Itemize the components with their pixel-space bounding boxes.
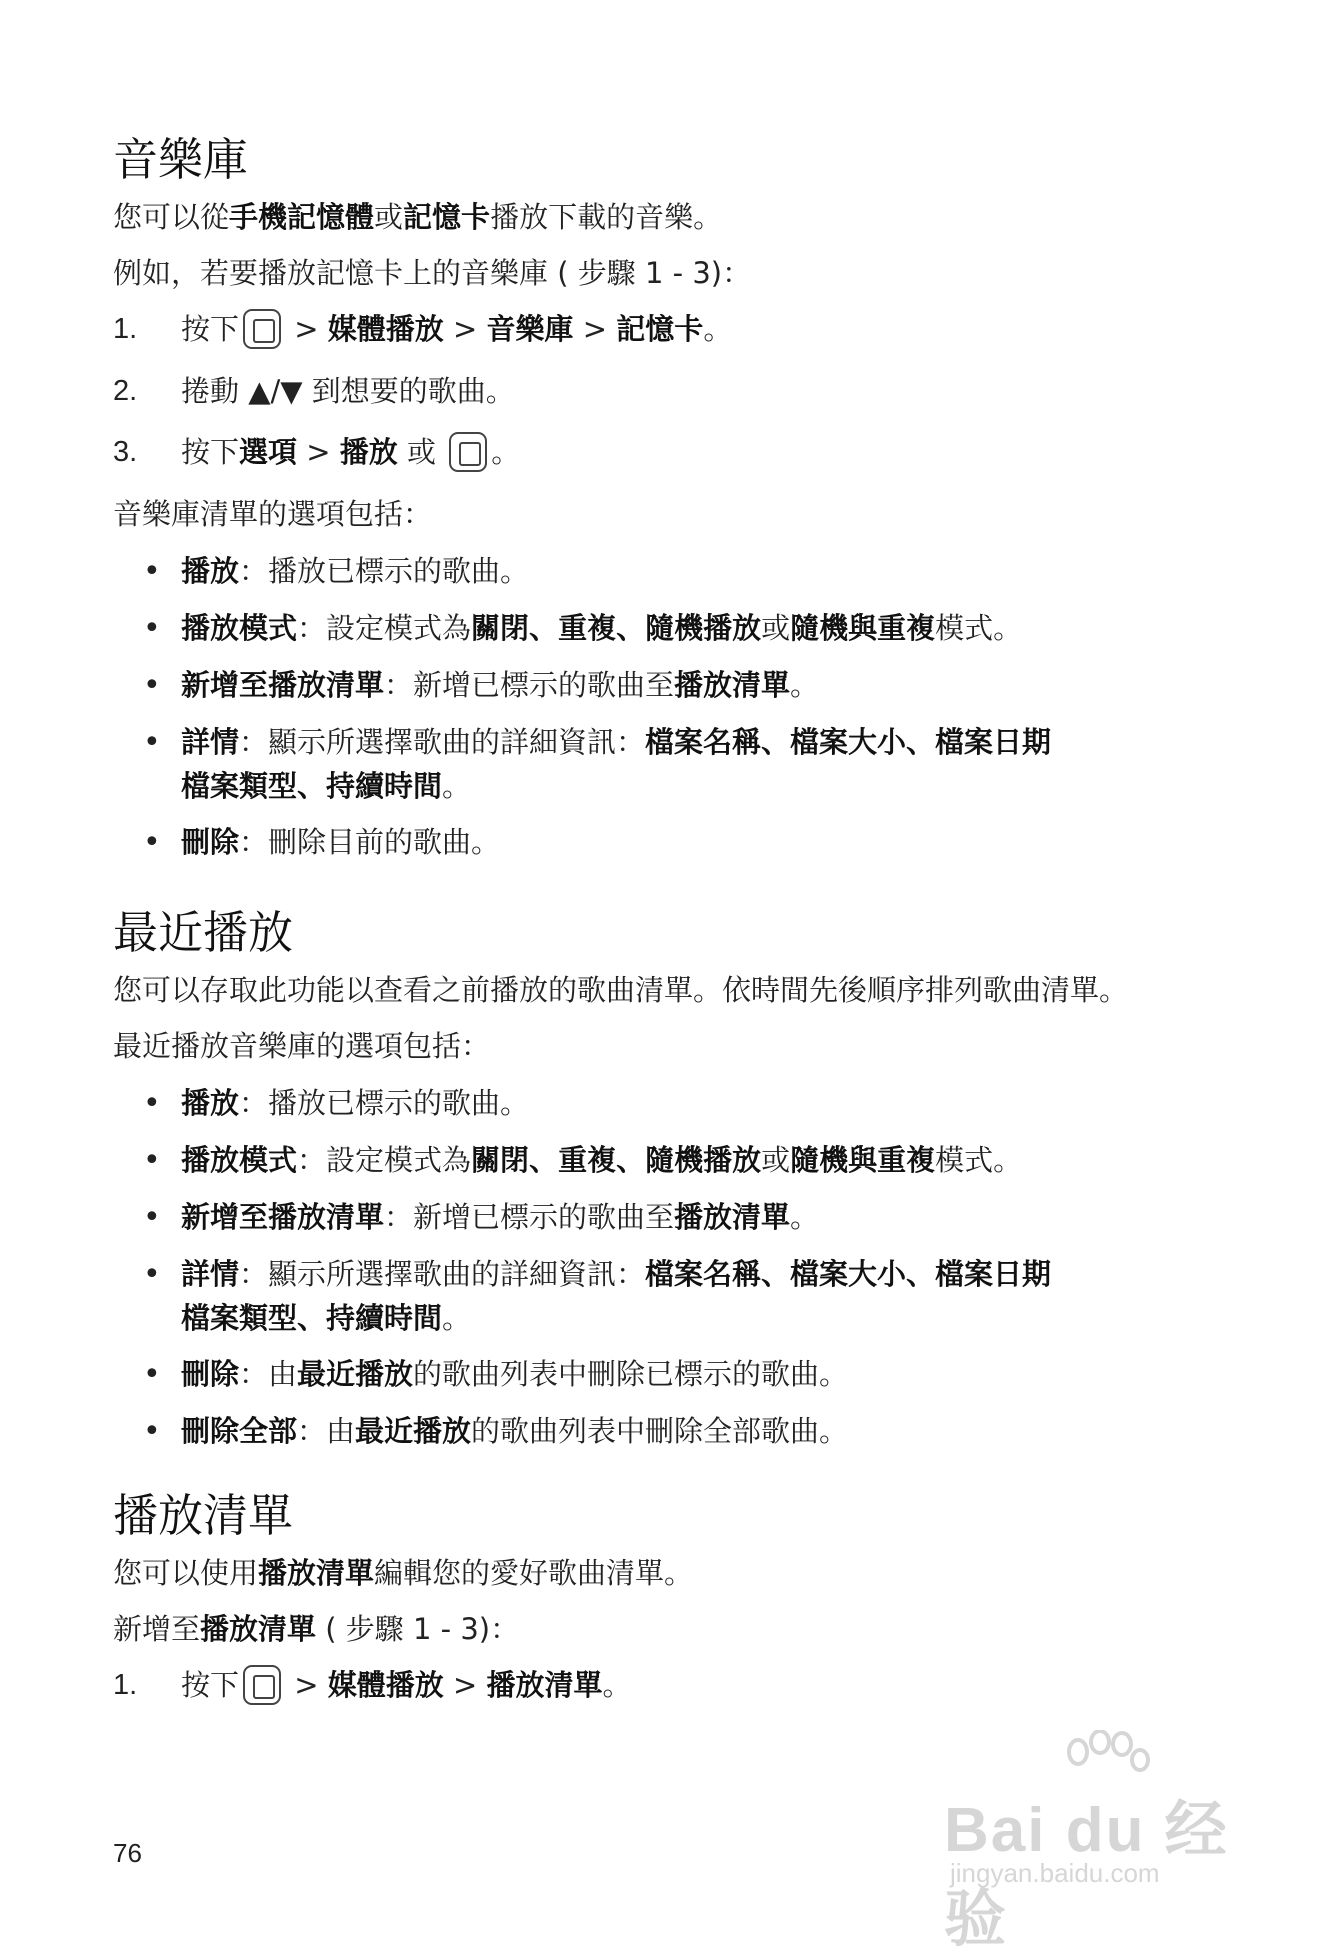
paragraph: 例如，若要播放記憶卡上的音樂庫 ( 步驟 1 - 3)： bbox=[113, 256, 752, 290]
list-item: • 刪除：刪除目前的歌曲。 bbox=[113, 820, 1173, 865]
step: 3. 按下選項 > 播放 或 。 bbox=[113, 431, 1173, 474]
step: 1. 按下 > 媒體播放 > 播放清單。 bbox=[113, 1664, 1173, 1707]
section-music-library bbox=[113, 130, 1173, 865]
bullet-icon bbox=[113, 1409, 181, 1454]
step: 2. 捲動 ▲/▼ 到想要的歌曲。 bbox=[113, 374, 515, 408]
paragraph: 您可以從手機記憶體或記憶卡播放下載的音樂。 bbox=[113, 200, 723, 234]
paragraph: 最近播放音樂庫的選項包括： bbox=[113, 1029, 491, 1063]
bullet-icon bbox=[113, 1138, 181, 1183]
page-number: 76 bbox=[113, 1838, 142, 1868]
step-list bbox=[113, 1664, 1173, 1707]
bullet-icon bbox=[113, 1081, 181, 1126]
list-item: • 播放：播放已標示的歌曲。 bbox=[113, 1081, 1173, 1126]
document-page bbox=[113, 130, 1173, 1726]
list-item: • 播放模式：設定模式為關閉、重複、隨機播放或隨機與重複模式。 bbox=[113, 1138, 1173, 1183]
baidu-watermark bbox=[944, 1730, 1284, 1954]
bullet-icon bbox=[113, 1352, 181, 1397]
menu-key-icon bbox=[243, 309, 281, 349]
bullet-icon bbox=[113, 549, 181, 594]
list-item: • 刪除：由最近播放的歌曲列表中刪除已標示的歌曲。 bbox=[113, 1352, 1173, 1397]
list-item: • 詳情：顯示所選擇歌曲的詳細資訊：檔案名稱、檔案大小、檔案日期 檔案類型、持續時間。 bbox=[113, 720, 1173, 808]
list-item: • 播放模式：設定模式為關閉、重複、隨機播放或隨機與重複模式。 bbox=[113, 606, 1173, 651]
section-playlist bbox=[113, 1486, 1173, 1707]
bullet-icon bbox=[113, 1252, 181, 1340]
section-title: 最近播放 bbox=[113, 906, 294, 959]
list-item: • 詳情：顯示所選擇歌曲的詳細資訊：檔案名稱、檔案大小、檔案日期 檔案類型、持續時間。 bbox=[113, 1252, 1173, 1340]
section-title: 音樂庫 bbox=[113, 133, 249, 186]
paragraph: 新增至播放清單 ( 步驟 1 - 3)： bbox=[113, 1612, 520, 1646]
step-list bbox=[113, 308, 1173, 474]
paragraph: 您可以存取此功能以查看之前播放的歌曲清單。依時間先後順序排列歌曲清單。 bbox=[113, 973, 1129, 1007]
bullet-icon bbox=[113, 606, 181, 651]
menu-key-icon bbox=[243, 1665, 281, 1705]
step: 1. 按下 > 媒體播放 > 音樂庫 > 記憶卡。 bbox=[113, 308, 1173, 351]
section-title: 播放清單 bbox=[113, 1489, 294, 1542]
list-item: • 刪除全部：由最近播放的歌曲列表中刪除全部歌曲。 bbox=[113, 1409, 1173, 1454]
paragraph: 音樂庫清單的選項包括： bbox=[113, 497, 433, 531]
bullet-icon bbox=[113, 1195, 181, 1240]
list-item: • 新增至播放清單：新增已標示的歌曲至播放清單。 bbox=[113, 663, 1173, 708]
watermark-url: jingyan.baidu.com bbox=[950, 1858, 1160, 1888]
list-item: • 新增至播放清單：新增已標示的歌曲至播放清單。 bbox=[113, 1195, 1173, 1240]
paragraph: 您可以使用播放清單編輯您的愛好歌曲清單。 bbox=[113, 1556, 694, 1590]
list-item: • 播放：播放已標示的歌曲。 bbox=[113, 549, 1173, 594]
bullet-icon bbox=[113, 820, 181, 865]
menu-key-icon bbox=[449, 432, 487, 472]
bullet-icon bbox=[113, 720, 181, 808]
option-list bbox=[113, 549, 1173, 865]
bullet-icon bbox=[113, 663, 181, 708]
watermark-brand: Bai du 经验 bbox=[944, 1796, 1229, 1954]
option-list bbox=[113, 1081, 1173, 1454]
section-recently-played bbox=[113, 903, 1173, 1454]
